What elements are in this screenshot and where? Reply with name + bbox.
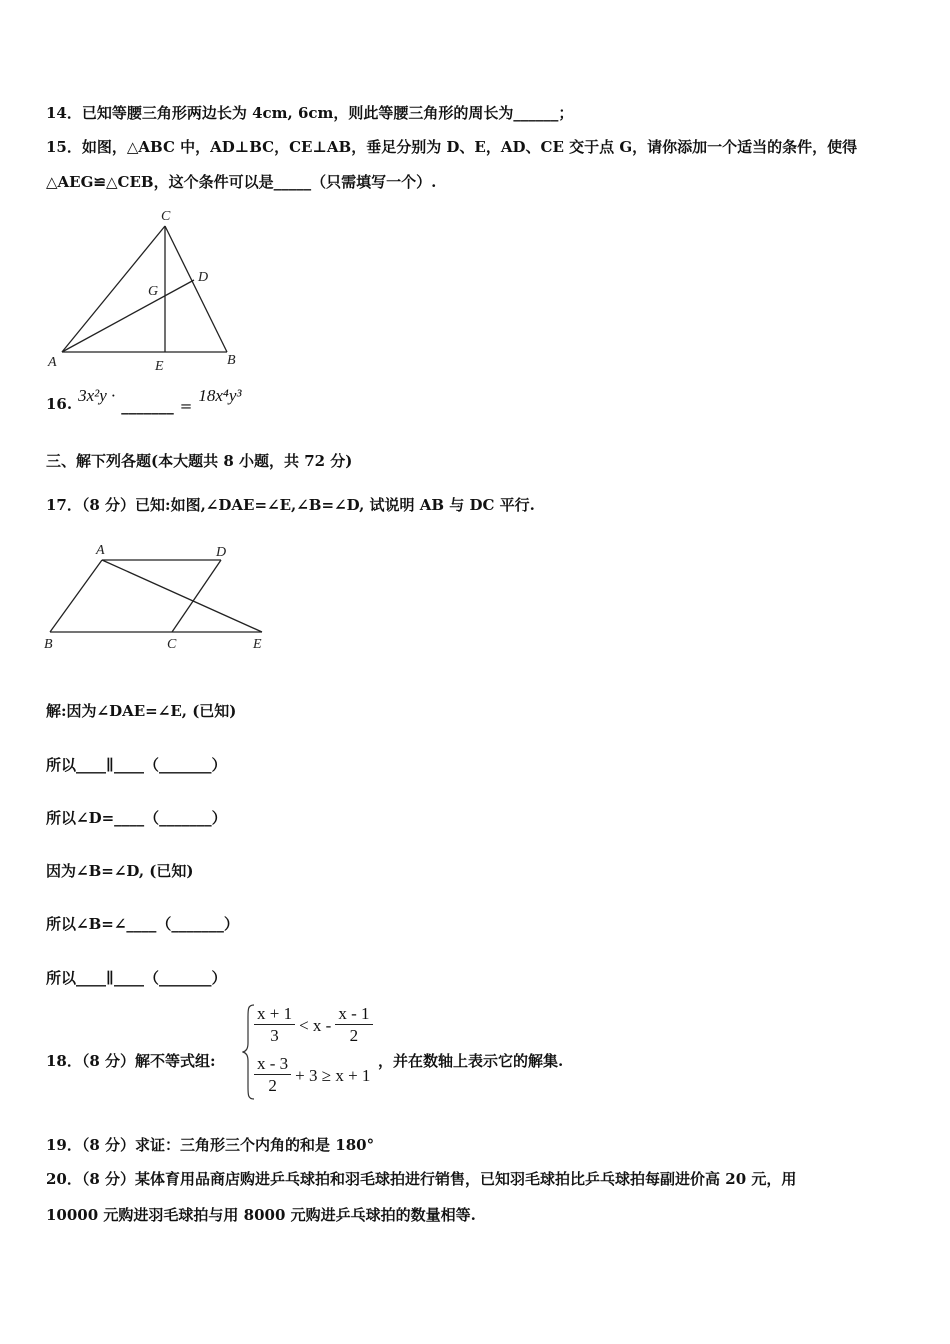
q17-text: 17．（8 分）已知:如图,∠DAE=∠E,∠B=∠D, 试说明 AB 与 DC 平行. (46, 496, 535, 514)
q18-ineq1-mid: < x - (299, 1015, 332, 1035)
q15-line2: △AEG≌△CEB，这个条件可以是_____（只需填写一个）. (46, 173, 437, 191)
q16-blank: _______ (121, 397, 174, 415)
label-C: C (167, 637, 177, 652)
q16-eq: = (179, 397, 193, 415)
q16-left: 3x²y · (78, 386, 116, 405)
q16-number: 16. (46, 395, 73, 413)
label-C: C (161, 209, 171, 224)
label-A: A (48, 355, 57, 370)
label-B: B (44, 637, 53, 652)
q18-frac-1: $\frac{x + 1}{3}$ (254, 1004, 295, 1047)
section3-title: 三、解下列各题(本大题共 8 小题，共 72 分) (46, 452, 353, 470)
q17-parallelogram-figure (40, 538, 280, 658)
q16-right: 18x⁴y³ (198, 386, 242, 405)
label-E: E (253, 637, 262, 652)
q17-step-1: 解:因为∠DAE=∠E, (已知) (46, 702, 237, 720)
q17-step-4: 因为∠B=∠D, (已知) (46, 862, 194, 880)
q16-row (46, 386, 242, 416)
q17-step-5: 所以∠B=∠____（_______） (46, 915, 239, 933)
q19-text: 19．（8 分）求证：三角形三个内角的和是 180° (46, 1136, 375, 1154)
label-D: D (216, 545, 227, 560)
q17-step-2: 所以____∥____（_______） (46, 756, 227, 774)
q18-ineq2-rest: + 3 ≥ x + 1 (295, 1065, 371, 1085)
q17-step-3: 所以∠D=____（_______） (46, 809, 227, 827)
label-G: G (148, 284, 159, 299)
q18-frac-3: $\frac{x - 3}{2}$ (254, 1054, 291, 1097)
label-D: D (198, 270, 209, 285)
q18-frac-2: $\frac{x - 1}{2}$ (335, 1004, 372, 1047)
q14-text: 14．已知等腰三角形两边长为 4cm, 6cm，则此等腰三角形的周长为______； (46, 104, 574, 122)
label-B: B (227, 353, 236, 368)
q20-line2: 10000 元购进羽毛球拍与用 8000 元购进乒乓球拍的数量相等. (46, 1206, 476, 1224)
q18-suffix: ，并在数轴上表示它的解集. (378, 1052, 564, 1070)
q18-inequality-2 (254, 1054, 370, 1097)
q15-line1: 15．如图，△ABC 中，AD⊥BC，CE⊥AB，垂足分别为 D、E，AD、CE 交于点 G，请你添加一个适当的条件，使得 (46, 138, 858, 156)
label-A: A (96, 543, 105, 558)
q18-prefix: 18．（8 分）解不等式组: (46, 1052, 216, 1070)
q15-triangle-figure (40, 200, 260, 380)
q20-line1: 20．（8 分）某体育用品商店购进乒乓球拍和羽毛球拍进行销售，已知羽毛球拍比乒乓球拍每副进价高 20 元，用 (46, 1170, 797, 1188)
q17-step-6: 所以____∥____（_______） (46, 969, 227, 987)
q18-inequality-1 (254, 1004, 373, 1047)
label-E: E (155, 359, 164, 374)
